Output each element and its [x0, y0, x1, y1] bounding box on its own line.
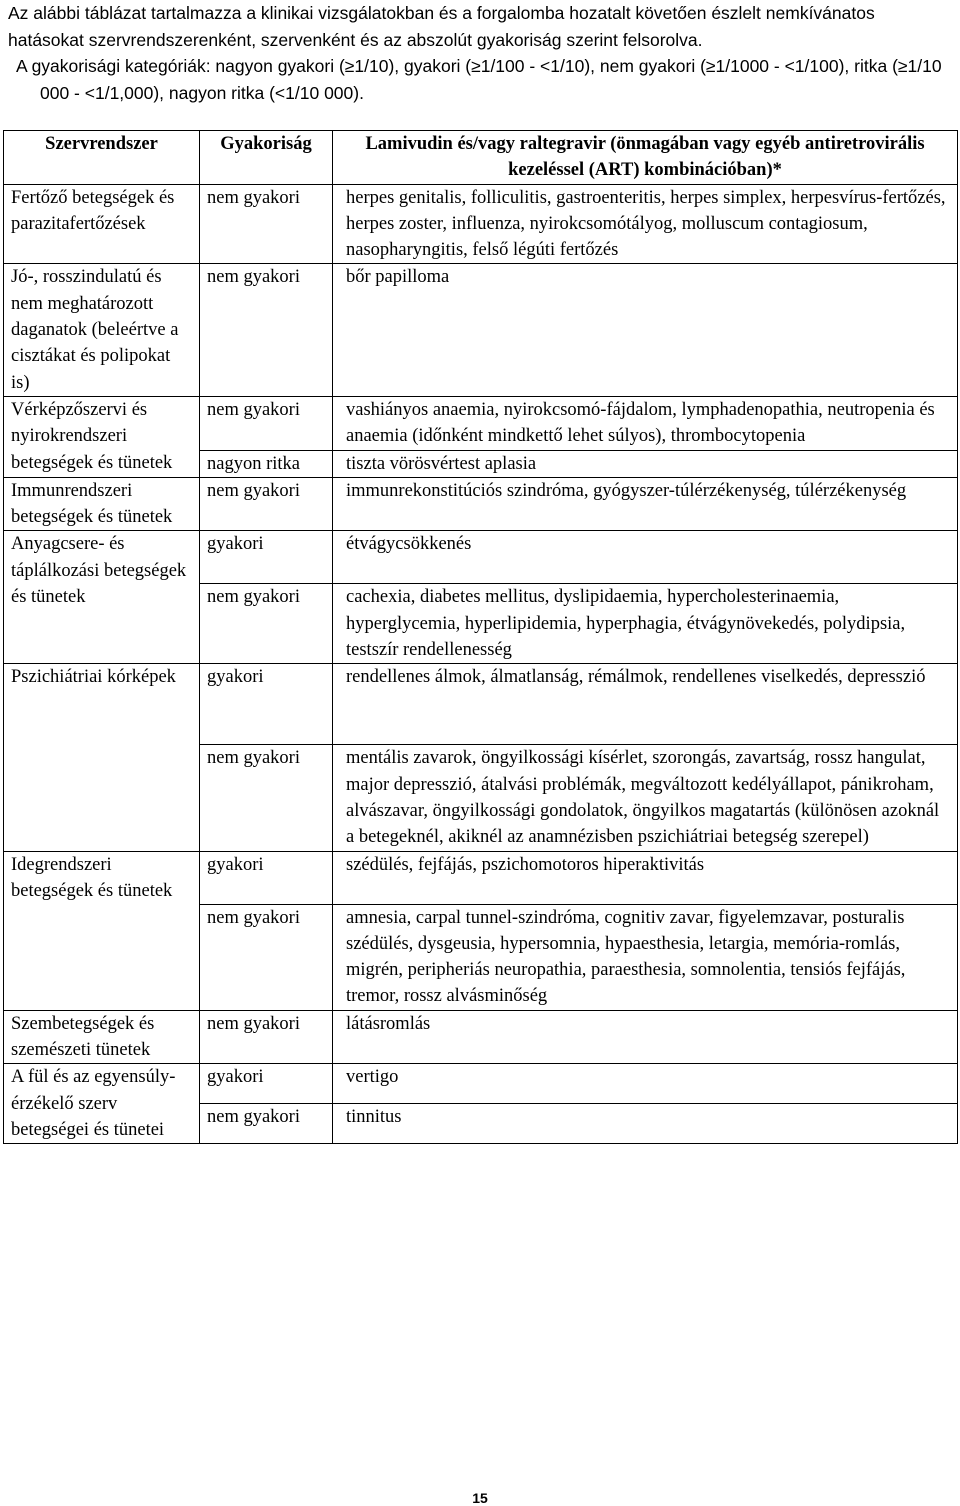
table-row: [4, 851, 958, 904]
frequency-cell: nem gyakori: [200, 1104, 333, 1144]
header-organ: Szervrendszer: [4, 131, 200, 185]
frequency-cell: nem gyakori: [200, 904, 333, 1010]
organ-cell: Fertőző betegségek és parazitafertőzések: [4, 184, 200, 264]
frequency-cell: nem gyakori: [200, 584, 333, 664]
effect-cell: mentális zavarok, öngyilkossági kísérlet, szorongás, zavartság, rossz hangulat, major depresszió, átalvási problémák, megváltozott kedélyállapot, pánikroham, alvászavar, öngyilkossági gondolatok, öngyilkos magatartás (különösen azoknál a betegeknél, akiknél az anamnézisben pszichiátriai betegség szerepel): [333, 745, 958, 851]
effect-cell: tiszta vörösvértest aplasia: [333, 450, 958, 477]
effect-cell: látásromlás: [333, 1010, 958, 1064]
organ-cell: A fül és az egyensúly-érzékelő szerv betegségei és tünetei: [4, 1064, 200, 1144]
table-row: [4, 1010, 958, 1064]
header-frequency: Gyakoriság: [200, 131, 333, 185]
frequency-cell: nem gyakori: [200, 264, 333, 396]
frequency-cell: nagyon ritka: [200, 450, 333, 477]
adverse-reactions-table: [3, 130, 958, 1144]
effect-cell: vertigo: [333, 1064, 958, 1104]
effect-cell: herpes genitalis, folliculitis, gastroenteritis, herpes simplex, herpesvírus-fertőzés, herpes zoster, influenza, nyirokcsomótályog, molluscum contagiosum, nasopharyngitis, felső légúti fertőzés: [333, 184, 958, 264]
effect-cell: amnesia, carpal tunnel-szindróma, cognitiv zavar, figyelemzavar, posturalis szédülés, dysgeusia, hypersomnia, hypaesthesia, letargia, memória-romlás, migrén, peripheriás neuropathia, paraesthesia, somnolentia, tensiós fejfájás, tremor, rossz alvásminőség: [333, 904, 958, 1010]
header-effect: Lamivudin és/vagy raltegravir (önmagában vagy egyéb antiretrovirális kezeléssel (ART) kombinációban)*: [333, 131, 958, 185]
organ-cell: Idegrendszeri betegségek és tünetek: [4, 851, 200, 1010]
table-row: [4, 531, 958, 584]
table-row: [4, 264, 958, 396]
organ-cell: Anyagcsere- és táplálkozási betegségek és tünetek: [4, 531, 200, 664]
organ-cell: Vérképzőszervi és nyirokrendszeri betegségek és tünetek: [4, 396, 200, 477]
intro-paragraph: Az alábbi táblázat tartalmazza a klinikai vizsgálatokban és a forgalomba hozatalt követően észlelt nemkívánatos hatásokat szervrendszerenként, szervenként és az abszolút gyakoriság szerint felsorolva.: [8, 3, 875, 50]
frequency-cell: nem gyakori: [200, 396, 333, 450]
frequency-cell: gyakori: [200, 531, 333, 584]
table-header-row: [4, 131, 958, 185]
effect-cell: immunrekonstitúciós szindróma, gyógyszer-túlérzékenység, túlérzékenység: [333, 477, 958, 531]
table-row: [4, 184, 958, 264]
effect-cell: cachexia, diabetes mellitus, dyslipidaemia, hypercholesterinaemia, hyperglycemia, hyperlipidemia, hyperphagia, étvágynövekedés, polydipsia, testszír rendellenesség: [333, 584, 958, 664]
frequency-cell: gyakori: [200, 1064, 333, 1104]
frequency-cell: nem gyakori: [200, 1010, 333, 1064]
frequency-cell: gyakori: [200, 851, 333, 904]
frequency-categories: A gyakorisági kategóriák: nagyon gyakori (≥1/10), gyakori (≥1/100 - <1/10), nem gyakori (≥1/1000 - <1/100), ritka (≥1/10 000 - <1/1,000), nagyon ritka (<1/10 000).: [16, 56, 942, 103]
effect-cell: szédülés, fejfájás, pszichomotoros hiperaktivitás: [333, 851, 958, 904]
frequency-cell: gyakori: [200, 664, 333, 745]
table-row: [4, 664, 958, 745]
effect-cell: bőr papilloma: [333, 264, 958, 396]
intro-text: [8, 0, 948, 106]
organ-cell: Jó-, rosszindulatú és nem meghatározott daganatok (beleértve a cisztákat és polipokat is): [4, 264, 200, 396]
table-row: [4, 396, 958, 450]
organ-cell: Pszichiátriai kórképek: [4, 664, 200, 851]
frequency-cell: nem gyakori: [200, 745, 333, 851]
frequency-cell: nem gyakori: [200, 477, 333, 531]
organ-cell: Szembetegségek és szemészeti tünetek: [4, 1010, 200, 1064]
effect-cell: rendellenes álmok, álmatlanság, rémálmok, rendellenes viselkedés, depresszió: [333, 664, 958, 745]
effect-cell: tinnitus: [333, 1104, 958, 1144]
organ-cell: Immunrendszeri betegségek és tünetek: [4, 477, 200, 531]
frequency-cell: nem gyakori: [200, 184, 333, 264]
effect-cell: vashiányos anaemia, nyirokcsomó-fájdalom, lymphadenopathia, neutropenia és anaemia (időnként mindkettő lehet súlyos), thrombocytopenia: [333, 396, 958, 450]
page-number: 15: [472, 1490, 488, 1506]
table-row: [4, 1064, 958, 1104]
effect-cell: étvágycsökkenés: [333, 531, 958, 584]
table-row: [4, 477, 958, 531]
